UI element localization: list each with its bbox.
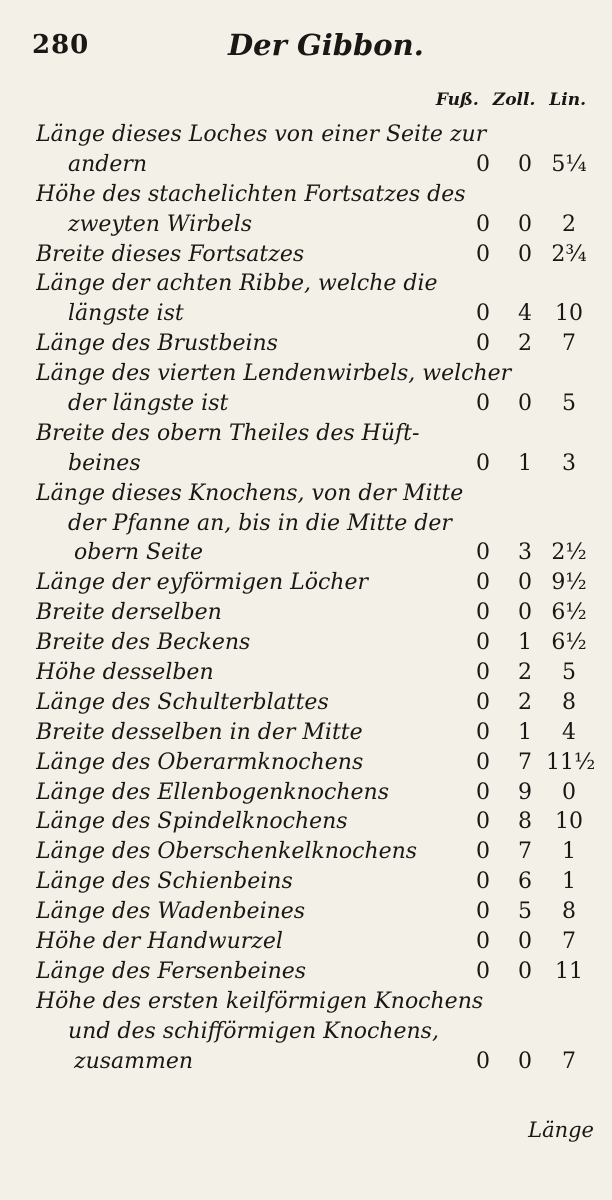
entry-text-line: Länge der achten Ribbe, welche die — [36, 271, 438, 297]
value-lin: 1 — [562, 869, 576, 895]
measurement-entry — [36, 120, 596, 180]
value-zoll: 4 — [518, 301, 532, 327]
value-lin: 8 — [562, 899, 576, 925]
entry-values — [462, 897, 592, 927]
value-lin: 11 — [555, 958, 583, 984]
value-fus: 0 — [476, 869, 490, 895]
entry-values — [462, 299, 592, 329]
value-zoll: 0 — [518, 241, 532, 267]
entry-text-line: Breite desselben in der Mitte — [36, 719, 363, 745]
value-lin: 1 — [562, 839, 576, 865]
value-zoll: 9 — [518, 779, 532, 805]
measurement-entry — [36, 748, 596, 778]
entry-text-line: Breite derselben — [36, 600, 222, 626]
entry-text-line: Breite des obern Theiles des Hüft- — [36, 420, 420, 446]
entry-text-line: Länge des Oberarmknochens — [36, 749, 364, 775]
page-number: 280 — [32, 30, 90, 60]
running-title: Der Gibbon. — [228, 28, 424, 62]
measurement-entry — [36, 837, 596, 867]
measurement-entry — [36, 240, 596, 270]
entry-text-line: Länge des Wadenbeines — [36, 899, 306, 925]
measurement-entry — [36, 269, 596, 329]
value-lin: 8 — [562, 689, 576, 715]
value-zoll: 0 — [518, 570, 532, 596]
value-zoll: 7 — [518, 839, 532, 865]
value-zoll: 5 — [518, 899, 532, 925]
measurement-entry — [36, 658, 596, 688]
entry-values — [462, 210, 592, 240]
entry-text-line: Länge der eyförmigen Löcher — [36, 570, 368, 596]
entry-values — [462, 538, 592, 568]
measurement-entry — [36, 718, 596, 748]
measurement-entry — [36, 688, 596, 718]
value-fus: 0 — [476, 689, 490, 715]
entry-text-line: längste ist — [68, 301, 184, 327]
entry-values — [462, 150, 592, 180]
value-fus: 0 — [476, 719, 490, 745]
value-fus: 0 — [476, 1048, 490, 1074]
entry-text-line: zweyten Wirbels — [68, 211, 253, 237]
measurement-entry — [36, 867, 596, 897]
value-fus: 0 — [476, 211, 490, 237]
measurement-entry — [36, 897, 596, 927]
value-fus: 0 — [476, 331, 490, 357]
measurement-entry — [36, 927, 596, 957]
entry-text-line: Länge des Fersenbeines — [36, 958, 307, 984]
value-zoll: 0 — [518, 1048, 532, 1074]
entry-text-line: Höhe desselben — [36, 660, 214, 686]
value-fus: 0 — [476, 450, 490, 476]
entry-text-line: Länge des Spindelknochens — [36, 809, 348, 835]
value-lin: 2¾ — [551, 241, 587, 267]
entry-text-line: Länge des vierten Lendenwirbels, welcher — [36, 361, 512, 387]
entry-values — [462, 389, 592, 419]
entry-text-line: Länge des Brustbeins — [36, 331, 278, 357]
entry-text-line: beines — [68, 450, 141, 476]
value-fus: 0 — [476, 570, 490, 596]
entry-text-line: Länge dieses Knochens, von der Mitte — [36, 480, 464, 506]
value-lin: 5¼ — [551, 151, 587, 177]
measurement-entry — [36, 807, 596, 837]
entry-text-line: andern — [68, 151, 148, 177]
entry-values — [462, 807, 592, 837]
value-fus: 0 — [476, 809, 490, 835]
entry-values — [462, 598, 592, 628]
value-lin: 2 — [562, 211, 576, 237]
value-lin: 7 — [562, 1048, 576, 1074]
value-zoll: 2 — [518, 689, 532, 715]
value-lin: 10 — [555, 301, 583, 327]
value-zoll: 1 — [518, 450, 532, 476]
entry-text-line: obern Seite — [74, 540, 204, 566]
value-fus: 0 — [476, 540, 490, 566]
value-fus: 0 — [476, 779, 490, 805]
value-fus: 0 — [476, 958, 490, 984]
entry-values — [462, 449, 592, 479]
value-lin: 6½ — [551, 630, 587, 656]
value-zoll: 0 — [518, 391, 532, 417]
measurement-entry — [36, 359, 596, 419]
entry-values — [462, 927, 592, 957]
measurement-entry — [36, 957, 596, 987]
value-lin: 5 — [562, 660, 576, 686]
entry-values — [462, 837, 592, 867]
value-lin: 0 — [562, 779, 576, 805]
measurement-entry — [36, 419, 596, 479]
value-fus: 0 — [476, 929, 490, 955]
measurement-entry — [36, 987, 596, 1077]
entry-text-line: zusammen — [74, 1048, 194, 1074]
entry-values — [462, 957, 592, 987]
measurement-table — [36, 120, 596, 1077]
entry-text-line: Höhe der Handwurzel — [36, 929, 283, 955]
measurement-entry — [36, 778, 596, 808]
entry-values — [462, 240, 592, 270]
entry-values — [462, 688, 592, 718]
value-fus: 0 — [476, 749, 490, 775]
value-fus: 0 — [476, 630, 490, 656]
value-zoll: 1 — [518, 630, 532, 656]
value-zoll: 0 — [518, 211, 532, 237]
measurement-entry — [36, 329, 596, 359]
column-header-fus: Fuß. — [435, 90, 479, 110]
value-zoll: 0 — [518, 929, 532, 955]
value-lin: 10 — [555, 809, 583, 835]
entry-values — [462, 778, 592, 808]
value-fus: 0 — [476, 241, 490, 267]
page-header — [0, 28, 612, 68]
entry-values — [462, 658, 592, 688]
value-zoll: 0 — [518, 958, 532, 984]
value-lin: 2½ — [551, 540, 587, 566]
measurement-entry — [36, 628, 596, 658]
value-zoll: 0 — [518, 151, 532, 177]
value-zoll: 2 — [518, 331, 532, 357]
value-zoll: 6 — [518, 869, 532, 895]
entry-values — [462, 718, 592, 748]
value-zoll: 0 — [518, 600, 532, 626]
measurement-entry — [36, 180, 596, 240]
value-zoll: 1 — [518, 719, 532, 745]
value-fus: 0 — [476, 899, 490, 925]
value-zoll: 2 — [518, 660, 532, 686]
value-zoll: 8 — [518, 809, 532, 835]
entry-values — [462, 568, 592, 598]
entry-values — [462, 329, 592, 359]
entry-text-line: Länge des Oberschenkelknochens — [36, 839, 418, 865]
entry-text-line: und des schifförmigen Knochens, — [68, 1018, 439, 1044]
measurement-entry — [36, 479, 596, 569]
value-lin: 6½ — [551, 600, 587, 626]
entry-text-line: Breite dieses Fortsatzes — [36, 241, 305, 267]
column-header-lin: Lin. — [549, 90, 586, 110]
entry-text-line: Breite des Beckens — [36, 630, 251, 656]
value-zoll: 7 — [518, 749, 532, 775]
entry-text-line: Höhe des ersten keilförmigen Knochens — [36, 988, 484, 1014]
value-fus: 0 — [476, 660, 490, 686]
entry-values — [462, 867, 592, 897]
entry-text-line: Länge des Schienbeins — [36, 869, 293, 895]
measurement-entry — [36, 598, 596, 628]
value-fus: 0 — [476, 151, 490, 177]
value-fus: 0 — [476, 301, 490, 327]
measurement-entry — [36, 568, 596, 598]
entry-values — [462, 1047, 592, 1077]
value-zoll: 3 — [518, 540, 532, 566]
value-lin: 3 — [562, 450, 576, 476]
value-lin: 5 — [562, 391, 576, 417]
entry-text-line: Länge des Schulterblattes — [36, 689, 329, 715]
entry-values — [462, 628, 592, 658]
entry-text-line: Länge dieses Loches von einer Seite zur — [36, 122, 487, 147]
entry-text-line: der Pfanne an, bis in die Mitte der — [68, 510, 452, 536]
catchword: Länge — [528, 1118, 594, 1142]
entry-text-line: Höhe des stachelichten Fortsatzes des — [36, 181, 466, 207]
entry-values — [462, 748, 596, 778]
entry-text-line: der längste ist — [68, 391, 229, 417]
value-fus: 0 — [476, 600, 490, 626]
value-lin: 7 — [562, 331, 576, 357]
value-lin: 4 — [562, 719, 576, 745]
value-lin: 9½ — [551, 570, 587, 596]
value-fus: 0 — [476, 839, 490, 865]
value-lin: 7 — [562, 929, 576, 955]
column-header-zoll: Zoll. — [492, 90, 536, 110]
entry-text-line: Länge des Ellenbogenknochens — [36, 779, 390, 805]
column-headers — [428, 90, 586, 110]
value-fus: 0 — [476, 391, 490, 417]
value-lin: 11½ — [546, 749, 596, 775]
